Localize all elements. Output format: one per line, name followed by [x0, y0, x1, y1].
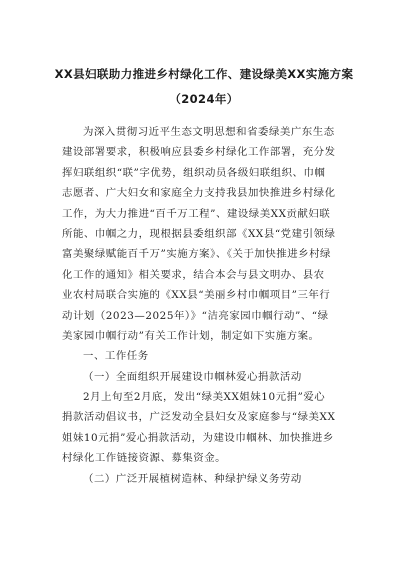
paragraph-line: 所能、巾帼之力，现根据县委组织部《XX县“党建引领绿: [62, 227, 336, 240]
paragraph-line: 志愿者、广大妇女和家庭全力支持我县加快推进乡村绿化: [62, 187, 336, 200]
paragraph-line: 挥妇联组织“联”字优势，组织动员各级妇联组织、巾帼: [62, 166, 326, 179]
paragraph-line: 建设部署要求，积极响应县委乡村绿化工作部署，充分发: [62, 146, 336, 159]
paragraph-line: 村绿化工作链接资源、募集资金。: [62, 452, 227, 465]
paragraph-line: 业农村局联合实施的《XX县“美丽乡村巾帼项目”三年行: [62, 289, 331, 302]
subsection-heading: （一）全面组织开展建设巾帼林爱心捐款活动: [83, 370, 302, 383]
paragraph-line: 富美聚绿赋能百千万”实施方案》、《关于加快推进乡村绿: [62, 248, 331, 261]
subsection-heading: （二）广泛开展植树造林、种绿护绿义务劳动: [83, 472, 302, 485]
paragraph-line: 动计划（2023—2025年）》“洁亮家园巾帼行动”、“绿: [62, 309, 329, 322]
paragraph-line: 化工作的通知》相关要求，结合本会与县文明办、县农: [62, 268, 325, 281]
paragraph-line: 美家园巾帼行动”有关工作计划，制定如下实施方案。: [62, 329, 320, 342]
document-body: [62, 122, 352, 489]
document-subtitle: （2024年）: [169, 92, 239, 106]
paragraph-line: 2月上旬至2月底，发出“绿美XX姐妹10元捐”爱心: [83, 391, 326, 404]
paragraph-line: 捐款活动倡议书，广泛发动全县妇女及家庭参与“绿美XX: [62, 411, 336, 424]
section-heading: 一、工作任务: [83, 350, 149, 363]
document-title: XX县妇联助力推进乡村绿化工作、建设绿美XX实施方案: [54, 67, 354, 81]
paragraph-line: 姐妹10元捐”爱心捐款活动，为建设巾帼林、加快推进乡: [62, 431, 334, 444]
paragraph-line: 为深入贯彻习近平生态文明思想和省委绿美广东生态: [83, 126, 335, 138]
paragraph-line: 工作，为大力推进“百千万工程”、建设绿美XX贡献妇联: [62, 207, 331, 220]
